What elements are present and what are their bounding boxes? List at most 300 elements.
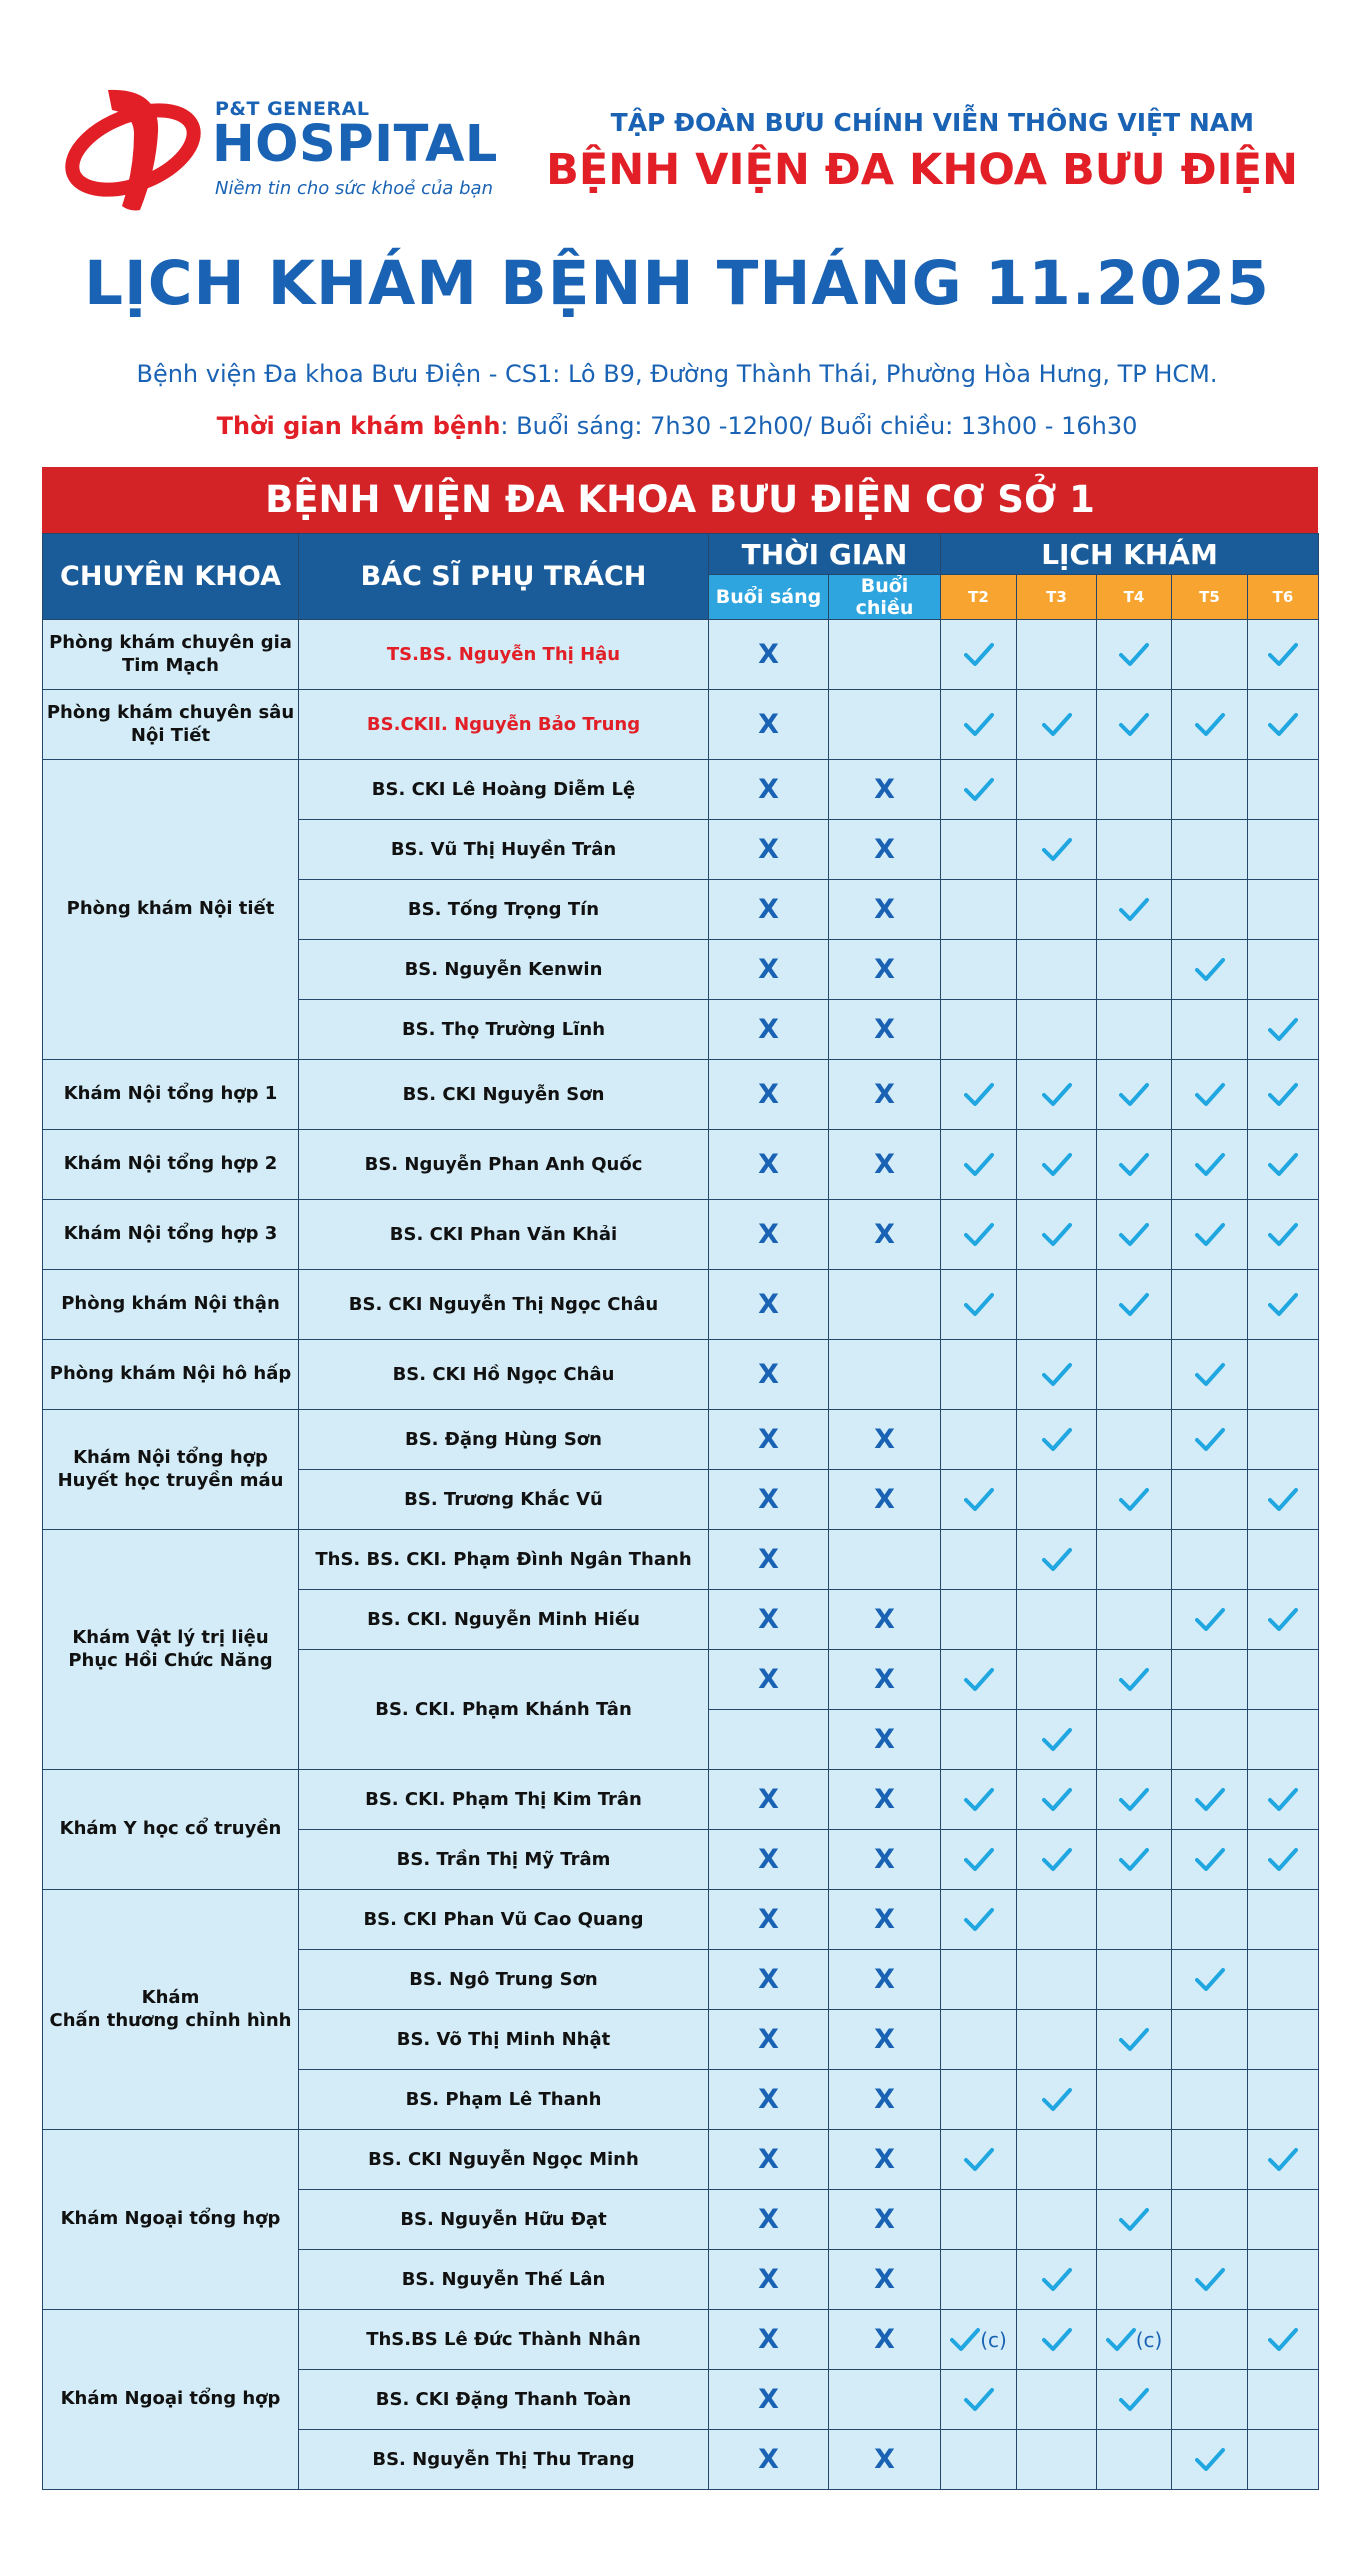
specialty-cell xyxy=(43,1410,299,1530)
day-cell-t4 xyxy=(1097,2130,1172,2190)
day-cell-t4 xyxy=(1097,1710,1172,1770)
morning-mark: X xyxy=(758,1964,779,1995)
morning-mark: X xyxy=(758,2264,779,2295)
afternoon-cell xyxy=(829,1830,941,1890)
day-cell-t5 xyxy=(1172,1000,1248,1060)
check-icon xyxy=(1042,1429,1072,1450)
doctor-cell: BS. Nguyễn Hữu Đạt xyxy=(299,2190,709,2250)
doctor-cell: BS. Trương Khắc Vũ xyxy=(299,1470,709,1530)
doctor-cell: BS. CKI. Phạm Thị Kim Trân xyxy=(299,1770,709,1830)
check-icon xyxy=(964,779,994,800)
afternoon-cell xyxy=(829,1000,941,1060)
day-cell-t6 xyxy=(1248,1270,1319,1340)
check-icon xyxy=(1119,1294,1149,1315)
day-cell-t4 xyxy=(1097,2250,1172,2310)
table-row xyxy=(43,2130,1319,2190)
check-icon xyxy=(1268,1294,1298,1315)
group-name: TẬP ĐOÀN BƯU CHÍNH VIỄN THÔNG VIỆT NAM xyxy=(610,108,1254,137)
afternoon-cell xyxy=(829,1890,941,1950)
check-icon xyxy=(1042,1729,1072,1750)
hospital-logo xyxy=(60,70,500,220)
check-icon xyxy=(1119,1669,1149,1690)
doctor-cell: ThS.BS Lê Đức Thành Nhân xyxy=(299,2310,709,2370)
day-cell-t5 xyxy=(1172,2310,1248,2370)
day-cell-t3 xyxy=(1017,1000,1097,1060)
specialty-cell xyxy=(43,1530,299,1770)
morning-mark: X xyxy=(758,1289,779,1320)
afternoon-cell xyxy=(829,1710,941,1770)
morning-cell xyxy=(709,1650,829,1710)
day-cell-t3 xyxy=(1017,2190,1097,2250)
schedule-note: (c) xyxy=(980,2327,1007,2352)
day-cell-t4 xyxy=(1097,2310,1172,2370)
morning-cell xyxy=(709,2250,829,2310)
morning-cell xyxy=(709,2130,829,2190)
afternoon-cell xyxy=(829,2370,941,2430)
day-cell-t3 xyxy=(1017,2070,1097,2130)
specialty-line: Chấn thương chỉnh hình xyxy=(49,2009,292,2031)
specialty-line: Phòng khám chuyên gia xyxy=(49,632,292,653)
check-icon xyxy=(1268,644,1298,665)
day-cell-t2 xyxy=(941,1270,1017,1340)
specialty-cell xyxy=(43,1060,299,1130)
day-header-t6: T6 xyxy=(1248,575,1319,620)
day-cell-t4 xyxy=(1097,1830,1172,1890)
afternoon-mark: X xyxy=(874,2264,895,2295)
doctor-cell: BS. Nguyễn Thị Thu Trang xyxy=(299,2430,709,2490)
check-icon xyxy=(964,1294,994,1315)
day-cell-t6 xyxy=(1248,1890,1319,1950)
day-cell-t2 xyxy=(941,1650,1017,1710)
check-icon xyxy=(1042,2269,1072,2290)
day-cell-t6 xyxy=(1248,1530,1319,1590)
morning-cell xyxy=(709,1830,829,1890)
afternoon-mark: X xyxy=(874,2204,895,2235)
afternoon-mark: X xyxy=(874,2444,895,2475)
morning-mark: X xyxy=(758,2024,779,2055)
check-icon xyxy=(1195,714,1225,735)
table-row xyxy=(43,1410,1319,1470)
morning-cell xyxy=(709,1060,829,1130)
day-cell-t3 xyxy=(1017,1830,1097,1890)
check-icon xyxy=(964,2149,994,2170)
day-cell-t3 xyxy=(1017,940,1097,1000)
day-cell-t4 xyxy=(1097,1890,1172,1950)
check-icon xyxy=(1119,1154,1149,1175)
morning-cell xyxy=(709,2430,829,2490)
check-icon xyxy=(1195,1609,1225,1630)
afternoon-cell xyxy=(829,2190,941,2250)
day-cell-t2 xyxy=(941,1130,1017,1200)
specialty-cell xyxy=(43,1770,299,1890)
morning-cell xyxy=(709,1890,829,1950)
day-cell-t5 xyxy=(1172,690,1248,760)
check-icon xyxy=(1268,1849,1298,1870)
check-icon xyxy=(1042,1849,1072,1870)
day-cell-t3 xyxy=(1017,1060,1097,1130)
check-icon xyxy=(964,644,994,665)
afternoon-cell xyxy=(829,1650,941,1710)
specialty-line: Tim Mạch xyxy=(121,654,219,676)
day-cell-t6 xyxy=(1248,1830,1319,1890)
specialty-line: Huyết học truyền máu xyxy=(57,1469,284,1491)
day-cell-t5 xyxy=(1172,1770,1248,1830)
specialty-line: Khám Ngoại tổng hợp xyxy=(60,2208,281,2230)
doctor-cell: BS. Nguyễn Kenwin xyxy=(299,940,709,1000)
doctor-cell: BS. CKI Đặng Thanh Toàn xyxy=(299,2370,709,2430)
check-icon xyxy=(1195,2449,1225,2470)
afternoon-cell xyxy=(829,1470,941,1530)
day-cell-t3 xyxy=(1017,2310,1097,2370)
day-cell-t6 xyxy=(1248,760,1319,820)
doctor-cell: TS.BS. Nguyễn Thị Hậu xyxy=(299,620,709,690)
check-icon xyxy=(964,714,994,735)
day-cell-t5 xyxy=(1172,1470,1248,1530)
day-cell-t6 xyxy=(1248,2310,1319,2370)
schedule-header: LỊCH KHÁM xyxy=(941,534,1319,575)
check-icon xyxy=(1268,1489,1298,1510)
doctor-cell: BS. Nguyễn Thế Lân xyxy=(299,2250,709,2310)
day-cell-t2 xyxy=(941,1890,1017,1950)
day-cell-t4 xyxy=(1097,940,1172,1000)
afternoon-mark: X xyxy=(874,2144,895,2175)
specialty-line: Khám Vật lý trị liệu xyxy=(72,1627,269,1648)
specialty-line: Khám Nội tổng hợp xyxy=(73,1447,268,1468)
day-cell-t6 xyxy=(1248,1410,1319,1470)
day-cell-t4 xyxy=(1097,690,1172,760)
check-icon xyxy=(964,1909,994,1930)
day-cell-t5 xyxy=(1172,1590,1248,1650)
afternoon-mark: X xyxy=(874,1079,895,1110)
table-row xyxy=(43,690,1319,760)
day-cell-t4 xyxy=(1097,1590,1172,1650)
day-cell-t2 xyxy=(941,1530,1017,1590)
afternoon-mark: X xyxy=(874,2084,895,2115)
afternoon-mark: X xyxy=(874,1014,895,1045)
schedule-table xyxy=(42,533,1319,2490)
day-cell-t4 xyxy=(1097,1130,1172,1200)
afternoon-cell xyxy=(829,2250,941,2310)
check-icon xyxy=(964,1489,994,1510)
morning-cell xyxy=(709,2310,829,2370)
morning-mark: X xyxy=(758,2324,779,2355)
day-cell-t2 xyxy=(941,880,1017,940)
day-cell-t2 xyxy=(941,2370,1017,2430)
check-icon xyxy=(1195,1789,1225,1810)
morning-cell xyxy=(709,2010,829,2070)
check-icon xyxy=(1119,714,1149,735)
afternoon-cell xyxy=(829,1200,941,1270)
afternoon-cell xyxy=(829,2430,941,2490)
morning-mark: X xyxy=(758,894,779,925)
day-cell-t6 xyxy=(1248,690,1319,760)
day-cell-t5 xyxy=(1172,620,1248,690)
page-title: LỊCH KHÁM BỆNH THÁNG 11.2025 xyxy=(84,248,1270,319)
check-icon xyxy=(1268,1609,1298,1630)
logo-subtitle: P&T GENERAL xyxy=(215,98,370,120)
morning-mark: X xyxy=(758,774,779,805)
morning-mark: X xyxy=(758,1149,779,1180)
day-cell-t3 xyxy=(1017,2130,1097,2190)
day-cell-t6 xyxy=(1248,2130,1319,2190)
specialty-header: CHUYÊN KHOA xyxy=(43,534,299,620)
schedule-note: (c) xyxy=(1135,2327,1163,2352)
doctor-cell: BS. Phạm Lê Thanh xyxy=(299,2070,709,2130)
day-cell-t5 xyxy=(1172,1710,1248,1770)
doctor-cell: BS. CKI Lê Hoàng Diễm Lệ xyxy=(299,760,709,820)
specialty-cell xyxy=(43,760,299,1060)
morning-header: Buổi sáng xyxy=(709,575,829,620)
morning-cell xyxy=(709,820,829,880)
morning-cell xyxy=(709,2190,829,2250)
check-icon xyxy=(950,2329,980,2350)
morning-cell xyxy=(709,880,829,940)
day-cell-t5 xyxy=(1172,1200,1248,1270)
day-cell-t2 xyxy=(941,1060,1017,1130)
day-cell-t6 xyxy=(1248,1650,1319,1710)
check-icon xyxy=(1195,1154,1225,1175)
afternoon-cell xyxy=(829,1060,941,1130)
morning-cell xyxy=(709,1770,829,1830)
check-icon xyxy=(1119,2389,1149,2410)
day-cell-t2 xyxy=(941,2070,1017,2130)
day-cell-t5 xyxy=(1172,2250,1248,2310)
day-header-t4: T4 xyxy=(1097,575,1172,620)
hours-label: Thời gian khám bệnh xyxy=(216,412,501,440)
day-cell-t5 xyxy=(1172,760,1248,820)
day-cell-t6 xyxy=(1248,1710,1319,1770)
morning-cell xyxy=(709,620,829,690)
doctor-cell: BS. CKI Phan Văn Khải xyxy=(299,1200,709,1270)
check-icon xyxy=(1119,2029,1149,2050)
day-header-t5: T5 xyxy=(1172,575,1248,620)
doctor-cell: BS. Vũ Thị Huyền Trân xyxy=(299,820,709,880)
day-cell-t6 xyxy=(1248,2070,1319,2130)
day-cell-t4 xyxy=(1097,2010,1172,2070)
day-cell-t5 xyxy=(1172,880,1248,940)
day-cell-t5 xyxy=(1172,1340,1248,1410)
day-header-t2: T2 xyxy=(941,575,1017,620)
day-cell-t3 xyxy=(1017,1200,1097,1270)
afternoon-mark: X xyxy=(874,834,895,865)
day-cell-t6 xyxy=(1248,1770,1319,1830)
check-icon xyxy=(1119,1849,1149,1870)
afternoon-cell xyxy=(829,1340,941,1410)
day-cell-t3 xyxy=(1017,1530,1097,1590)
morning-mark: X xyxy=(758,834,779,865)
day-cell-t5 xyxy=(1172,2430,1248,2490)
day-cell-t3 xyxy=(1017,1410,1097,1470)
table-row xyxy=(43,1270,1319,1340)
morning-cell xyxy=(709,1530,829,1590)
check-icon xyxy=(964,2389,994,2410)
morning-mark: X xyxy=(758,1664,779,1695)
morning-mark: X xyxy=(758,1904,779,1935)
day-cell-t5 xyxy=(1172,1130,1248,1200)
afternoon-cell xyxy=(829,1770,941,1830)
day-cell-t6 xyxy=(1248,1470,1319,1530)
day-cell-t6 xyxy=(1248,1000,1319,1060)
day-cell-t2 xyxy=(941,760,1017,820)
day-cell-t3 xyxy=(1017,1950,1097,2010)
morning-mark: X xyxy=(758,639,779,670)
check-icon xyxy=(1195,1429,1225,1450)
specialty-line: Phòng khám chuyên sâu xyxy=(46,702,295,723)
day-cell-t2 xyxy=(941,2250,1017,2310)
day-cell-t3 xyxy=(1017,760,1097,820)
check-icon xyxy=(1268,2149,1298,2170)
day-cell-t4 xyxy=(1097,1410,1172,1470)
doctor-cell: BS. CKI Nguyễn Ngọc Minh xyxy=(299,2130,709,2190)
day-cell-t2 xyxy=(941,2430,1017,2490)
afternoon-cell xyxy=(829,2310,941,2370)
day-cell-t2 xyxy=(941,2130,1017,2190)
afternoon-cell xyxy=(829,1410,941,1470)
morning-mark: X xyxy=(758,2144,779,2175)
day-cell-t6 xyxy=(1248,1340,1319,1410)
afternoon-cell xyxy=(829,1130,941,1200)
day-cell-t3 xyxy=(1017,620,1097,690)
morning-cell xyxy=(709,760,829,820)
day-header-t3: T3 xyxy=(1017,575,1097,620)
day-cell-t2 xyxy=(941,1410,1017,1470)
doctor-cell: BS. Ngô Trung Sơn xyxy=(299,1950,709,2010)
table-row xyxy=(43,1200,1319,1270)
doctor-cell: BS. CKI Hồ Ngọc Châu xyxy=(299,1340,709,1410)
check-icon xyxy=(1268,2329,1298,2350)
day-cell-t6 xyxy=(1248,820,1319,880)
day-cell-t2 xyxy=(941,1590,1017,1650)
afternoon-mark: X xyxy=(874,1424,895,1455)
check-icon xyxy=(1195,1224,1225,1245)
morning-cell xyxy=(709,2370,829,2430)
day-cell-t2 xyxy=(941,2190,1017,2250)
specialty-line: Khám Nội tổng hợp 1 xyxy=(63,1083,278,1105)
day-cell-t4 xyxy=(1097,2370,1172,2430)
day-cell-t3 xyxy=(1017,1470,1097,1530)
morning-mark: X xyxy=(758,1784,779,1815)
doctor-cell: BS. Tống Trọng Tín xyxy=(299,880,709,940)
morning-mark: X xyxy=(758,1424,779,1455)
doctor-cell: BS. Nguyễn Phan Anh Quốc xyxy=(299,1130,709,1200)
day-cell-t2 xyxy=(941,1950,1017,2010)
check-icon xyxy=(1268,714,1298,735)
day-cell-t6 xyxy=(1248,940,1319,1000)
day-cell-t3 xyxy=(1017,1130,1097,1200)
day-cell-t3 xyxy=(1017,1340,1097,1410)
day-cell-t6 xyxy=(1248,1200,1319,1270)
specialty-line: Khám Ngoại tổng hợp xyxy=(60,2388,281,2410)
day-cell-t6 xyxy=(1248,2430,1319,2490)
specialty-line: Nội Tiết xyxy=(130,724,211,746)
schedule-body xyxy=(43,620,1319,2490)
check-icon xyxy=(1268,1084,1298,1105)
afternoon-mark: X xyxy=(874,1724,895,1755)
logo-mark-icon xyxy=(60,70,210,220)
afternoon-mark: X xyxy=(874,1664,895,1695)
afternoon-cell xyxy=(829,1950,941,2010)
afternoon-cell xyxy=(829,940,941,1000)
hospital-name: BỆNH VIỆN ĐA KHOA BƯU ĐIỆN xyxy=(546,145,1298,195)
morning-cell xyxy=(709,1340,829,1410)
specialty-cell xyxy=(43,1890,299,2130)
day-cell-t3 xyxy=(1017,820,1097,880)
check-icon xyxy=(1119,1224,1149,1245)
specialty-line: Khám Y học cổ truyền xyxy=(59,1818,282,1840)
morning-mark: X xyxy=(758,1544,779,1575)
doctor-cell: ThS. BS. CKI. Phạm Đình Ngân Thanh xyxy=(299,1530,709,1590)
table-row xyxy=(43,620,1319,690)
day-cell-t2 xyxy=(941,1710,1017,1770)
day-cell-t2 xyxy=(941,1000,1017,1060)
table-row xyxy=(43,1890,1319,1950)
day-cell-t5 xyxy=(1172,2370,1248,2430)
day-cell-t3 xyxy=(1017,2370,1097,2430)
doctor-cell: BS. Đặng Hùng Sơn xyxy=(299,1410,709,1470)
specialty-line: Khám Nội tổng hợp 2 xyxy=(63,1153,278,1175)
day-cell-t2 xyxy=(941,940,1017,1000)
morning-mark: X xyxy=(758,2444,779,2475)
check-icon xyxy=(1195,959,1225,980)
check-icon xyxy=(964,1669,994,1690)
day-cell-t6 xyxy=(1248,2250,1319,2310)
doctor-cell: BS. CKI. Phạm Khánh Tân xyxy=(299,1650,709,1770)
day-cell-t2 xyxy=(941,2310,1017,2370)
day-cell-t4 xyxy=(1097,1000,1172,1060)
specialty-cell xyxy=(43,2130,299,2310)
check-icon xyxy=(964,1084,994,1105)
specialty-cell xyxy=(43,1340,299,1410)
morning-cell xyxy=(709,1470,829,1530)
day-cell-t5 xyxy=(1172,2010,1248,2070)
day-cell-t4 xyxy=(1097,1340,1172,1410)
specialty-line: Khám xyxy=(141,1987,200,2008)
day-cell-t5 xyxy=(1172,940,1248,1000)
doctor-cell: BS. CKI Phan Vũ Cao Quang xyxy=(299,1890,709,1950)
table-row xyxy=(43,1060,1319,1130)
day-cell-t6 xyxy=(1248,2190,1319,2250)
morning-mark: X xyxy=(758,1604,779,1635)
afternoon-cell xyxy=(829,2130,941,2190)
day-cell-t4 xyxy=(1097,1950,1172,2010)
morning-cell xyxy=(709,1710,829,1770)
specialty-cell xyxy=(43,1200,299,1270)
afternoon-cell xyxy=(829,880,941,940)
morning-mark: X xyxy=(758,2384,779,2415)
doctor-cell: BS. CKI Nguyễn Thị Ngọc Châu xyxy=(299,1270,709,1340)
check-icon xyxy=(1195,1084,1225,1105)
check-icon xyxy=(1119,899,1149,920)
day-cell-t5 xyxy=(1172,1890,1248,1950)
specialty-line: Phòng khám Nội hô hấp xyxy=(49,1363,292,1385)
table-row xyxy=(43,1770,1319,1830)
doctor-cell: BS.CKII. Nguyễn Bảo Trung xyxy=(299,690,709,760)
table-row xyxy=(43,1130,1319,1200)
specialty-cell xyxy=(43,1270,299,1340)
day-cell-t2 xyxy=(941,1200,1017,1270)
doctor-cell: BS. Trần Thị Mỹ Trâm xyxy=(299,1830,709,1890)
check-icon xyxy=(1119,644,1149,665)
day-cell-t4 xyxy=(1097,1060,1172,1130)
day-cell-t5 xyxy=(1172,1060,1248,1130)
afternoon-cell xyxy=(829,690,941,760)
afternoon-cell xyxy=(829,760,941,820)
day-cell-t6 xyxy=(1248,1590,1319,1650)
day-cell-t3 xyxy=(1017,1270,1097,1340)
check-icon xyxy=(1268,1019,1298,1040)
afternoon-mark: X xyxy=(874,1149,895,1180)
morning-mark: X xyxy=(758,1844,779,1875)
